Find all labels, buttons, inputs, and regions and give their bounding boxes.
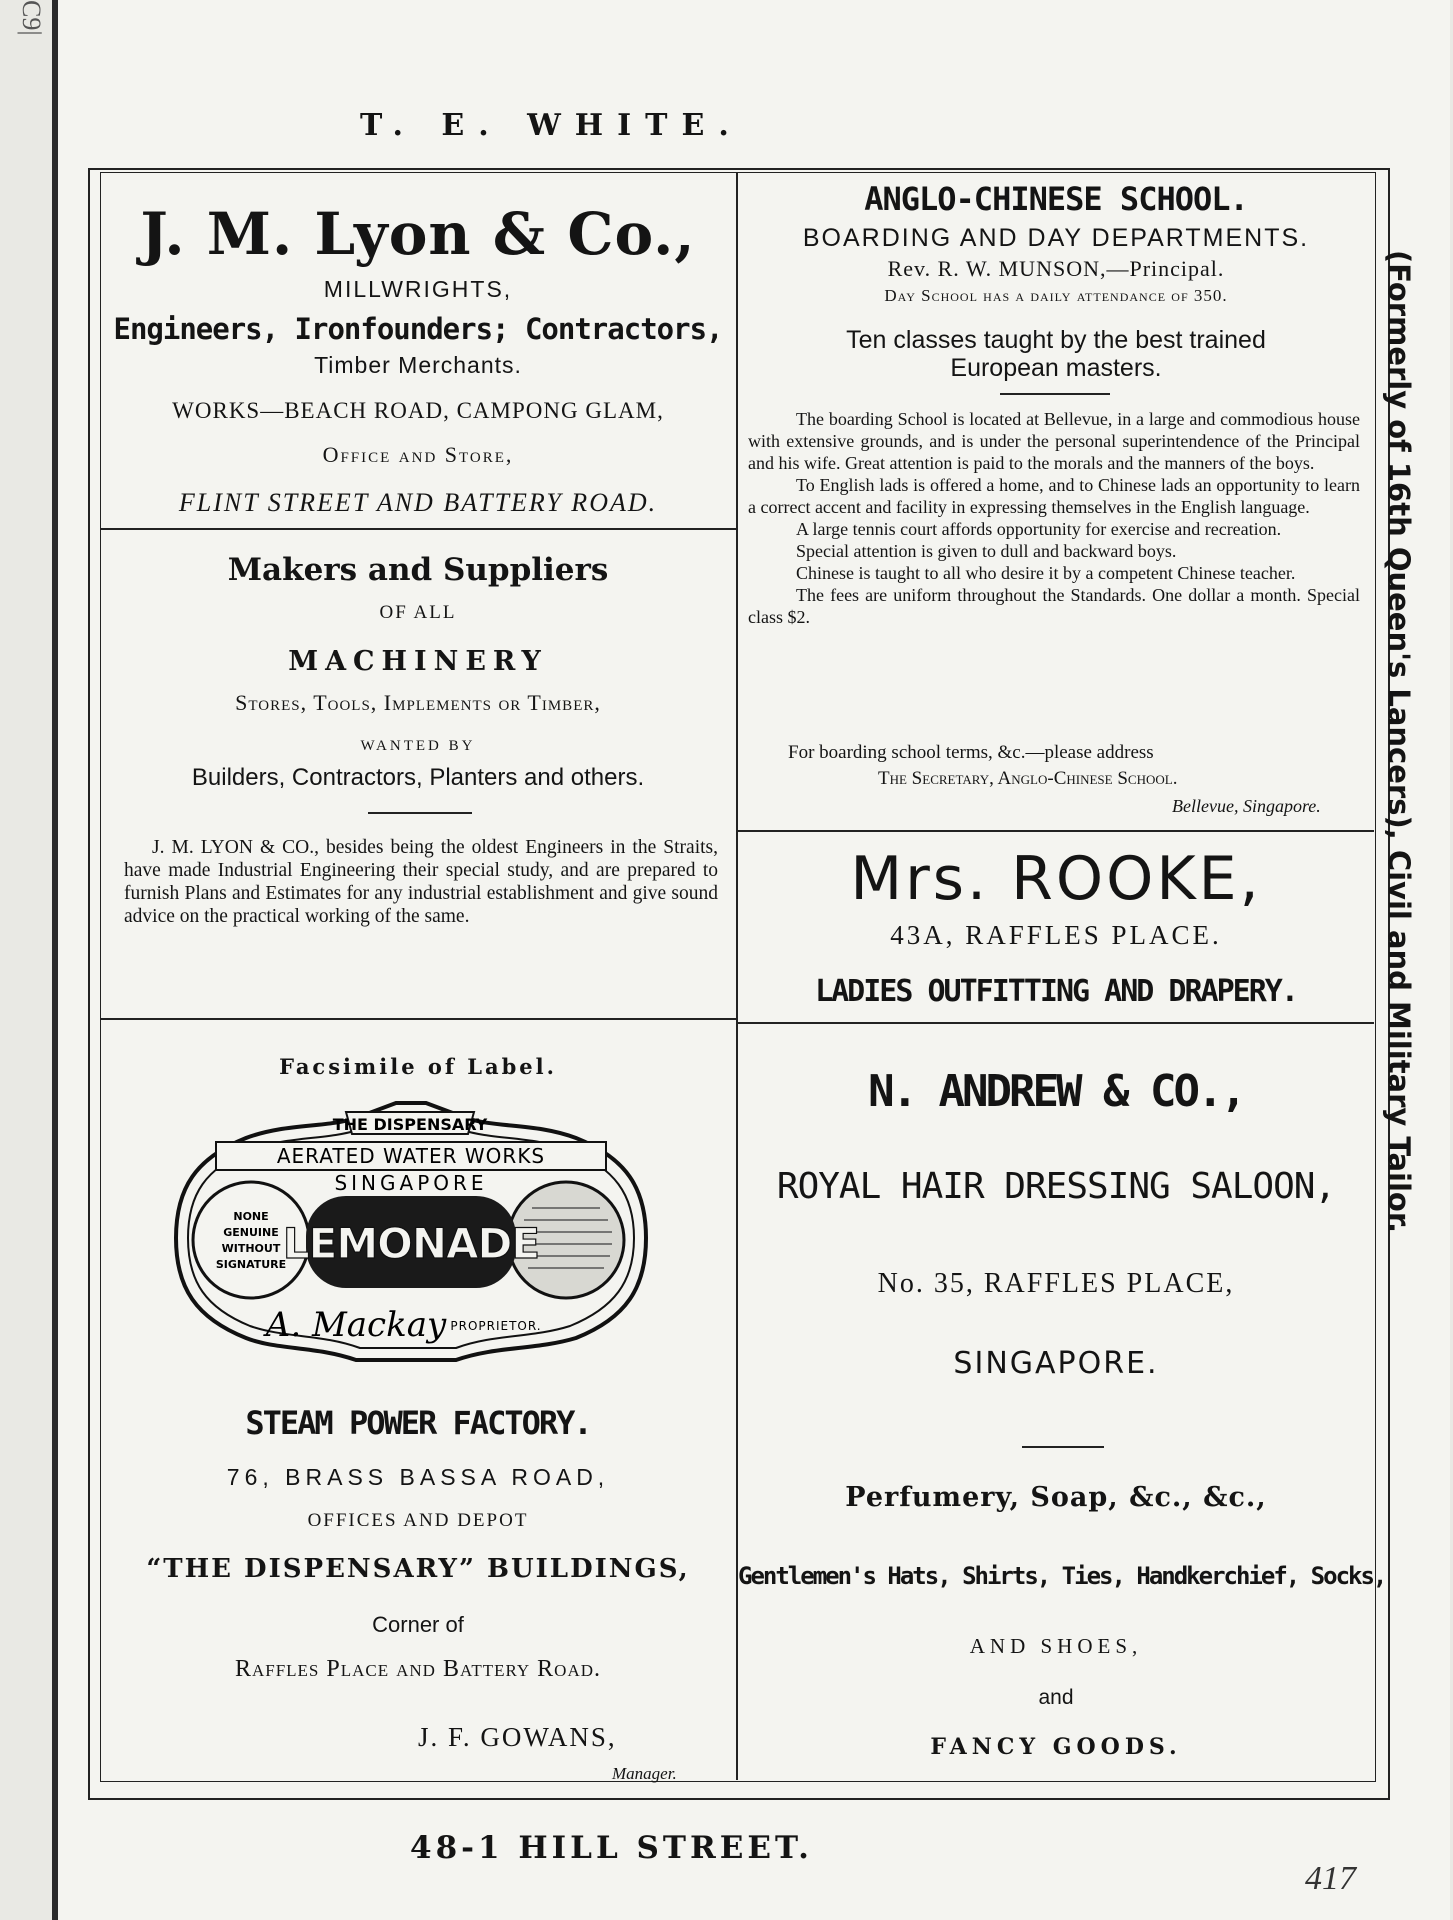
andrew-address: No. 35, RAFFLES PLACE, bbox=[877, 1268, 1235, 1299]
lyon-name: J. M. Lyon & Co., bbox=[140, 200, 696, 268]
andrew-shoes: AND SHOES, bbox=[969, 1634, 1143, 1658]
label-city-text: SINGAPORE bbox=[334, 1171, 488, 1195]
dispensary-manager-name: J. F. GOWANS, bbox=[418, 1722, 617, 1752]
left-section-divider bbox=[100, 1018, 736, 1020]
lyon-description: J. M. LYON & CO., besides being the oldest Engineers in the Straits, have made Industrial Engineering their special study, and are prepared to furnish Plans and Estimates for any industrial establishment and give sound advice on the practical working of the same. bbox=[124, 837, 718, 927]
andrew-perfumery: Perfumery, Soap, &c., &c., bbox=[845, 1482, 1267, 1513]
school-secretary: The Secretary, Anglo-Chinese School. bbox=[878, 768, 1178, 789]
lyon-builders: Builders, Contractors, Planters and others. bbox=[191, 764, 645, 791]
rooke-trade: LADIES OUTFITTING AND DRAPERY. bbox=[815, 974, 1297, 1009]
lemonade-label-art bbox=[156, 1098, 662, 1372]
dispensary-address: 76, BRASS BASSA ROAD, bbox=[226, 1464, 610, 1490]
school-subtitle: BOARDING AND DAY DEPARTMENTS. bbox=[802, 224, 1310, 252]
dispensary-manager-title: Manager. bbox=[612, 1764, 677, 1783]
andrew-city: SINGAPORE. bbox=[953, 1346, 1159, 1381]
label-badge-line4: SIGNATURE bbox=[215, 1258, 287, 1271]
rooke-name: Mrs. ROOKE, bbox=[850, 844, 1262, 914]
dispensary-offices: OFFICES AND DEPOT bbox=[307, 1510, 529, 1531]
pencil-page-number: 417 bbox=[1305, 1860, 1356, 1897]
lyon-description-block bbox=[124, 836, 718, 928]
binding-edge bbox=[52, 0, 58, 1920]
school-location: Bellevue, Singapore. bbox=[1172, 796, 1321, 816]
pencil-note: C9| bbox=[17, 0, 46, 36]
lyon-machinery: MACHINERY bbox=[288, 646, 548, 677]
lyon-office: Office and Store, bbox=[322, 442, 514, 467]
school-paragraph-3: A large tennis court affords opportunity for exercise and recreation. bbox=[796, 519, 1282, 539]
lyon-street: FLINT STREET AND BATTERY ROAD. bbox=[178, 488, 658, 517]
andrew-fancy: FANCY GOODS. bbox=[930, 1734, 1182, 1760]
label-badge-line1: NONE bbox=[233, 1210, 269, 1223]
dispensary-buildings: “THE DISPENSARY” BUILDINGS, bbox=[146, 1554, 690, 1584]
andrew-rule bbox=[1022, 1446, 1104, 1448]
label-product-text: LEMONADE bbox=[282, 1219, 540, 1268]
school-principal: Rev. R. W. MUNSON,—Principal. bbox=[887, 256, 1225, 281]
label-arch-text: THE DISPENSARY bbox=[332, 1115, 488, 1134]
school-paragraphs bbox=[748, 408, 1360, 628]
right-section-divider-1 bbox=[738, 830, 1374, 832]
label-proprietor: PROPRIETOR. bbox=[450, 1319, 542, 1333]
school-classes-line2: European masters. bbox=[950, 354, 1162, 382]
school-attendance: Day School has a daily attendance of 350. bbox=[884, 286, 1228, 305]
right-section-divider-2 bbox=[738, 1022, 1374, 1024]
lyon-trade-millwrights: MILLWRIGHTS, bbox=[323, 276, 513, 302]
school-paragraph-2: To English lads is offered a home, and to Chinese lads an opportunity to learn a correct accent and facility in expressing themselves in the English language. bbox=[748, 475, 1360, 517]
dispensary-corner: Corner of bbox=[372, 1612, 464, 1637]
lyon-rule-2 bbox=[368, 812, 472, 814]
label-badge-line3: WITHOUT bbox=[221, 1242, 281, 1255]
lemonade-label bbox=[156, 1098, 662, 1372]
dispensary-facsimile: Facsimile of Label. bbox=[279, 1054, 557, 1079]
label-badge-line2: GENUINE bbox=[223, 1226, 279, 1239]
school-title: ANGLO-CHINESE SCHOOL. bbox=[864, 180, 1248, 218]
school-paragraph-5: Chinese is taught to all who desire it by a competent Chinese teacher. bbox=[796, 563, 1296, 583]
lyon-makers: Makers and Suppliers bbox=[227, 552, 609, 588]
page-header-title: T. E. WHITE. bbox=[360, 108, 743, 143]
lyon-trade-engineers: Engineers, Ironfounders; Contractors, bbox=[113, 312, 723, 346]
school-address-line: For boarding school terms, &c.—please address bbox=[788, 742, 1154, 763]
lyon-wanted: WANTED BY bbox=[360, 738, 476, 754]
dispensary-factory: STEAM POWER FACTORY. bbox=[245, 1404, 591, 1442]
dispensary-raffles: Raffles Place and Battery Road. bbox=[234, 1656, 602, 1682]
andrew-and: and bbox=[1038, 1686, 1074, 1709]
school-paragraph-4: Special attention is given to dull and backward boys. bbox=[796, 541, 1177, 561]
andrew-name: N. ANDREW & CO., bbox=[868, 1066, 1244, 1117]
rooke-address: 43A, RAFFLES PLACE. bbox=[890, 920, 1222, 950]
lyon-stores: Stores, Tools, Implements or Timber, bbox=[235, 690, 601, 715]
andrew-goods: Gentlemen's Hats, Shirts, Ties, Handkerchief, Socks, bbox=[738, 1562, 1386, 1590]
lyon-rule-1 bbox=[100, 528, 736, 530]
lyon-of-all: OF ALL bbox=[379, 602, 457, 623]
lyon-works: WORKS—BEACH ROAD, CAMPONG GLAM, bbox=[172, 398, 664, 423]
side-tailor-text: (Formerly of 16th Queen's Lancers), Civil and Military Tailor. bbox=[1382, 250, 1416, 1234]
label-works-text: AERATED WATER WORKS bbox=[276, 1144, 546, 1168]
lyon-trade-timber: Timber Merchants. bbox=[314, 352, 522, 378]
andrew-saloon: ROYAL HAIR DRESSING SALOON, bbox=[776, 1166, 1336, 1207]
school-paragraph-1: The boarding School is located at Bellevue, in a large and commodious house with extensive grounds, and is under the personal superintendence of the Principal and his wife. Great attention is paid to the morals and the manners of the boys. bbox=[748, 409, 1360, 473]
school-classes-line1: Ten classes taught by the best trained bbox=[846, 326, 1266, 354]
label-signature: A. Mackay bbox=[265, 1305, 447, 1345]
school-paragraph-6: The fees are uniform throughout the Standards. One dollar a month. Special class $2. bbox=[748, 585, 1360, 627]
footer-address: 48-1 HILL STREET. bbox=[410, 1830, 813, 1866]
school-rule bbox=[1000, 393, 1110, 395]
